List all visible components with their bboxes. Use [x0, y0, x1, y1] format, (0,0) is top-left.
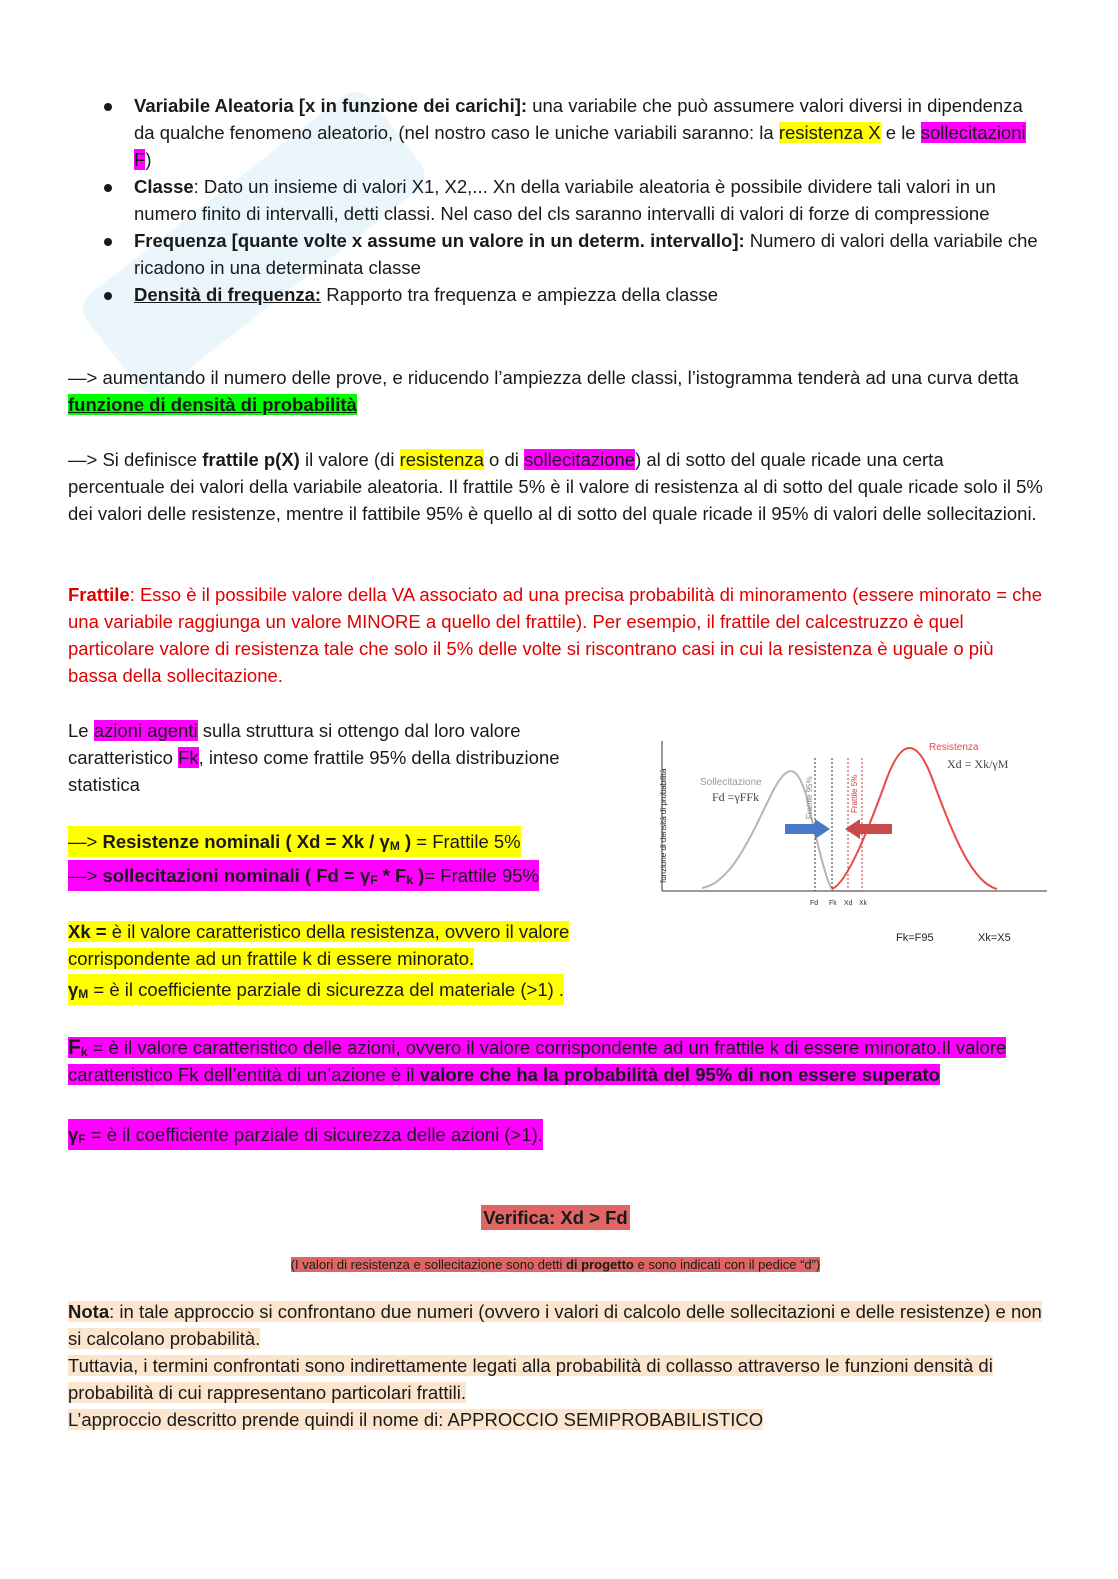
term-classe: Classe — [134, 176, 194, 197]
paragraph-azioni: Le azioni agenti sulla struttura si ottengo dal loro valore caratteristico Fk, inteso come frattile 95% della distribuzione statistica — [68, 720, 560, 795]
tick-label: Fk — [829, 900, 837, 907]
sollecitazioni-nominali: —> sollecitazioni nominali ( Fd = γF * Fk )= Frattile 95% — [68, 860, 539, 891]
resistenze-nominali: —> Resistenze nominali ( Xd = Xk / γM ) = Frattile 5% — [68, 826, 521, 857]
paragraph-frattile-red: Frattile: Esso è il possibile valore della VA associato ad una precisa probabilità di minoramento (essere minorato = che una variabile raggiunga un valore MINORE a quello del frattile). Per esempio, il frattile del calcestruzzo è quel particolare valore di resistenza tale che solo il 5% delle volte si riscontrano casi in cui la resistenza è uguale o più bassa della sollecitazione. — [68, 584, 1042, 686]
resistenza-label: Resistenza — [929, 742, 979, 753]
gamma-m-definition: γM = è il coefficiente parziale di sicurezza del materiale (>1) . — [68, 974, 564, 1005]
term-frequenza: Frequenza [quante volte x assume un valore in un determ. intervallo]: — [134, 230, 745, 251]
definitions-list — [68, 92, 1043, 308]
gamma-f-definition: γF = è il coefficiente parziale di sicurezza delle azioni (>1). — [68, 1119, 543, 1150]
verifica-heading: Verifica: Xd > Fd — [483, 1207, 628, 1228]
fd-formula: Fd =γFFk — [712, 790, 760, 804]
nota-block: Nota: in tale approccio si confrontano due numeri (ovvero i valori di calcolo delle sollecitazioni e delle resistenze) e non si calcolano probabilità. Tuttavia, i termini confrontati sono indirettamente legati alla probabilità di collasso attraverso le funzioni densità di probabilità di cui rappresentano particolari frattili. L’approccio descritto prende quindi il nome di: APPROCCIO SEMIPROBABILISTICO — [68, 1301, 1042, 1430]
y-axis-label: funzione di densità di probabilità — [659, 768, 668, 883]
paragraph-density: —> aumentando il numero delle prove, e riducendo l’ampiezza delle classi, l’istogramma tenderà ad una curva detta funzione di densità di probabilità — [68, 367, 1019, 415]
paragraph-frattile-def: —> Si definisce frattile p(X) il valore (di resistenza o di sollecitazione) al di sotto del quale ricade una certa percentuale dei valori della variabile aleatoria. Il frattile 5% è il valore di resistenza al di sotto del quale ricade solo il 5% dei valori delle resistenze, mentre il fattibile 95% è quello al di sotto del quale ricade il 95% di valori delle sollecitazioni. — [68, 449, 1043, 524]
frattile5-label: Frattile 5% — [850, 774, 859, 813]
caption-xk: Xk=X5 — [978, 932, 1011, 944]
frattile95-label: Frattile 95% — [805, 776, 814, 819]
list-item: Variabile Aleatoria [x in funzione dei carichi]: una variabile che può assumere valori diversi in dipendenza da qualche fenomeno aleatorio, (nel nostro caso le uniche variabili saranno: la resistenza X e le sollecitazioni F) — [68, 92, 1043, 173]
blue-arrow — [785, 824, 815, 834]
tick-label: Fd — [810, 900, 819, 907]
fk-definition: Fk = è il valore caratteristico delle azioni, ovvero il valore corrispondente ad un frattile k di essere minorato.Il valore caratteristico Fk dell’entità di un’azione è il valore che ha la probabilità del 95% di non essere superato — [68, 1036, 1007, 1085]
caption-fk: Fk=F95 — [896, 932, 934, 944]
red-arrow — [860, 824, 892, 834]
list-item: Frequenza [quante volte x assume un valore in un determ. intervallo]: Numero di valori della variabile che ricadono in una determinata classe — [68, 227, 1043, 281]
progetto-note: (I valori di resistenza e sollecitazione sono detti di progetto e sono indicati con il pedice “d”) — [290, 1257, 821, 1272]
sollecitazione-label: Sollecitazione — [700, 777, 762, 788]
term-densita: Densità di frequenza: — [134, 284, 322, 305]
xd-formula: Xd = Xk/γM — [947, 757, 1009, 771]
tick-label: Xk — [859, 900, 868, 907]
tick-label: Xd — [844, 900, 853, 907]
term-variabile-aleatoria: Variabile Aleatoria [x in funzione dei carichi]: — [134, 95, 528, 116]
list-item: Densità di frequenza: Rapporto tra frequenza e ampiezza della classe — [68, 281, 1043, 308]
list-item: Classe: Dato un insieme di valori X1, X2,... Xn della variabile aleatoria è possibile dividere tali valori in un numero finito di intervalli, detti classi. Nel caso del cls saranno intervalli di valori di forze di compressione — [68, 173, 1043, 227]
density-figure — [652, 733, 1052, 948]
xk-definition: Xk = è il valore caratteristico della resistenza, ovvero il valore corrispondente ad un frattile k di essere minorato. — [68, 921, 570, 969]
